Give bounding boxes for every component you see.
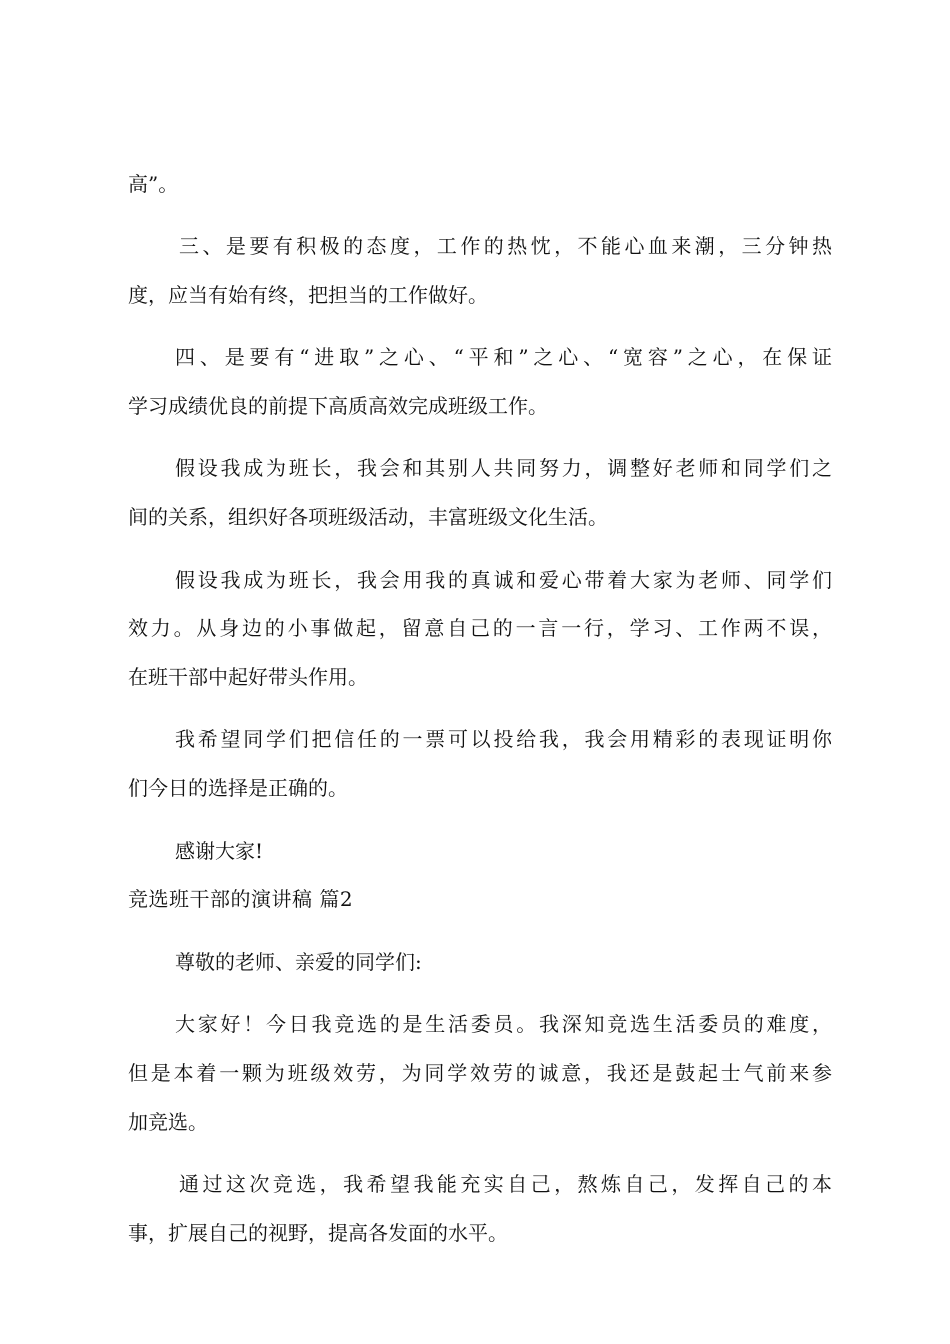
paragraph-line: 高”。 [128, 172, 179, 196]
paragraph-line: 学习成绩优良的前提下高质高效完成班级工作。 [128, 394, 548, 419]
paragraph-line: 我希望同学们把信任的一票可以投给我，我会用精彩的表现证明你 [175, 727, 832, 752]
paragraph-gap [128, 702, 832, 716]
paragraph-line: 效力。从身边的小事做起，留意自己的一言一行，学习、工作两不误， [128, 616, 832, 641]
paragraph-line: 四、是要有“进取”之心、“平和”之心、“宽容”之心，在保证 [175, 345, 832, 370]
paragraph-line: 间的关系，组织好各项班级活动，丰富班级文化生活。 [128, 505, 608, 530]
paragraph-gap [128, 986, 832, 1000]
paragraph-line: 度，应当有始有终，把担当的工作做好。 [128, 283, 488, 308]
paragraph-line: 假设我成为班长，我会用我的真诚和爱心带着大家为老师、同学们 [175, 567, 832, 592]
paragraph-line: 但是本着一颗为班级效劳，为同学效劳的诚意，我还是鼓起士气前来参 [128, 1060, 832, 1085]
paragraph-line: 大家好！今日我竞选的是生活委员。我深知竞选生活委员的难度， [175, 1011, 832, 1036]
paragraph-gap [128, 431, 832, 445]
paragraph-line: 三、是要有积极的态度，工作的热忱，不能心血来潮，三分钟热 [179, 234, 832, 259]
paragraph-line: 在班干部中起好带头作用。 [128, 665, 368, 690]
section-heading: 竞选班干部的演讲稿 篇2 [128, 887, 354, 912]
paragraph-line: 感谢大家! [175, 838, 264, 863]
document-body [128, 160, 832, 1257]
paragraph-gap [128, 813, 832, 827]
paragraph-gap [128, 924, 832, 938]
paragraph-gap [128, 542, 832, 556]
paragraph-gap [128, 1146, 832, 1160]
paragraph-line: 事，扩展自己的视野，提高各发面的水平。 [128, 1220, 508, 1245]
paragraph-line: 们今日的选择是正确的。 [128, 776, 348, 801]
paragraph-gap [128, 320, 832, 334]
paragraph-line: 加竞选。 [128, 1109, 208, 1134]
paragraph-line: 通过这次竞选，我希望我能充实自己，熬炼自己，发挥自己的本 [179, 1171, 832, 1196]
salutation-line: 尊敬的老师、亲爱的同学们: [175, 949, 422, 974]
paragraph-line: 假设我成为班长，我会和其别人共同努力，调整好老师和同学们之 [175, 456, 832, 481]
paragraph-gap [128, 209, 832, 223]
